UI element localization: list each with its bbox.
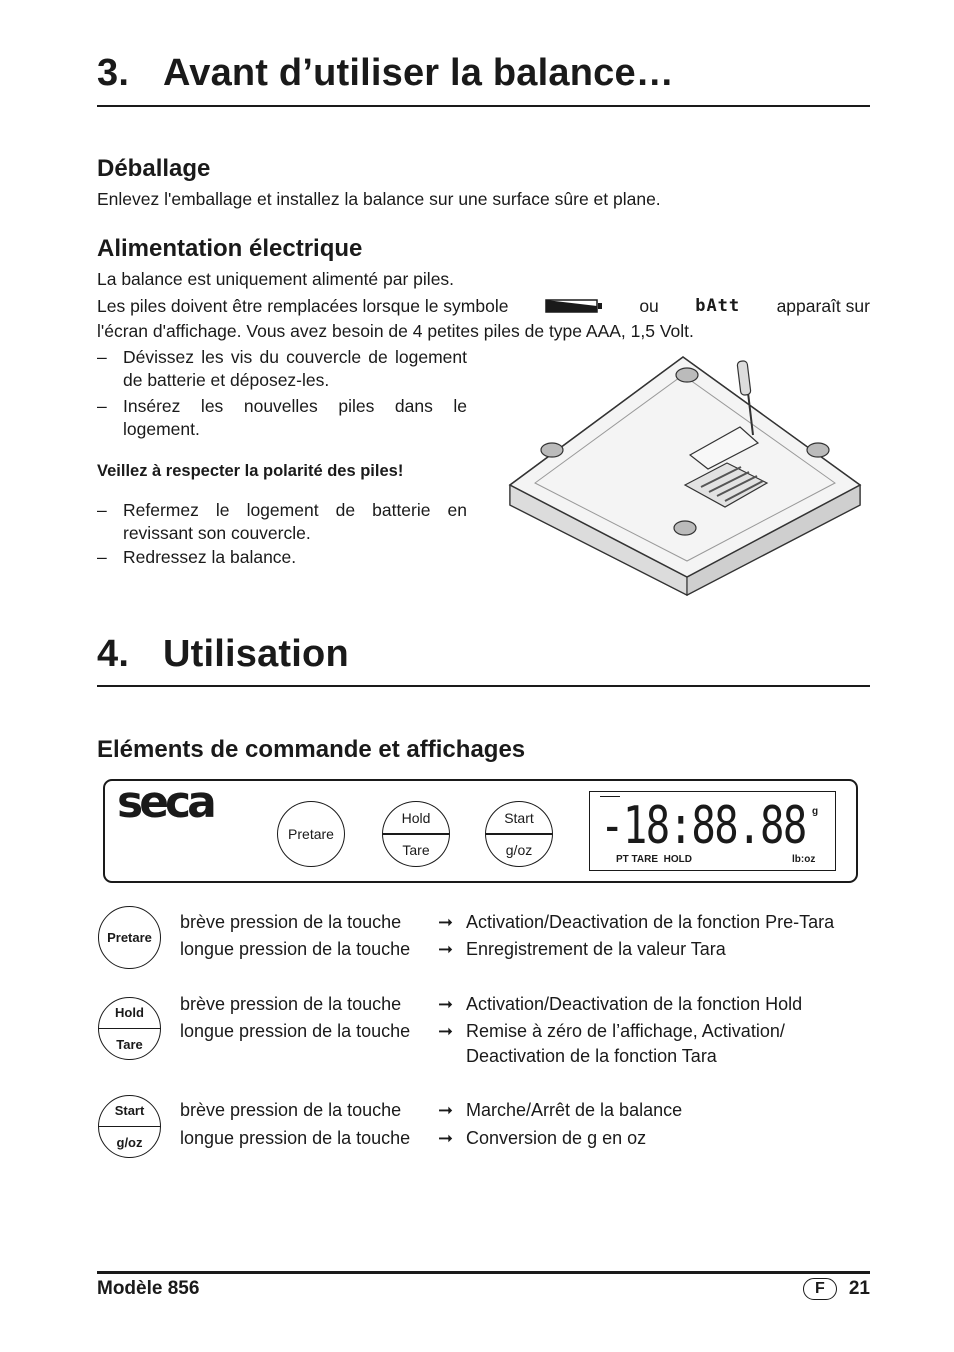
- arrow-right-icon: ➞: [438, 939, 454, 959]
- legend-key-label: Tare: [116, 1036, 143, 1052]
- arrow-right-icon: ➞: [438, 994, 454, 1014]
- lcd-display: [589, 791, 836, 871]
- step-close-text: Refermez le logement de batterie en revissant son couvercle.: [123, 500, 467, 543]
- section-title: Avant d’utiliser la balance…: [163, 52, 675, 94]
- legend-start-long: longue pression de la touche ➞ Conversion de g en oz: [180, 1125, 646, 1151]
- step-upright: – Redressez la balance.: [97, 546, 467, 569]
- goz-label: g/oz: [505, 842, 533, 859]
- unpacking-heading: Déballage: [97, 155, 211, 182]
- lcd-flags: PT TARE HOLD: [616, 854, 692, 865]
- heading-rule: [97, 105, 870, 107]
- polarity-warning: Veillez à respecter la polarité des piles!: [97, 462, 404, 480]
- arrow-right-icon: ➞: [438, 1021, 454, 1041]
- section-title: Utilisation: [163, 633, 349, 675]
- step-upright-text: Redressez la balance.: [123, 547, 297, 567]
- power-line-2b: ou: [639, 296, 659, 316]
- legend-hold-long: longue pression de la touche ➞ Remise à zéro de l’affichage, Activation/: [180, 1018, 785, 1044]
- section-3-heading: [97, 52, 870, 95]
- step-insert: – Insérez les nouvelles piles dans le logement.: [97, 396, 467, 439]
- legend-hold-long-cont: Deactivation de la fonction Tara: [466, 1046, 717, 1066]
- power-line-3: l'écran d'affichage. Vous avez besoin de 4 petites piles de type AAA, 1,5 Volt.: [97, 321, 694, 341]
- legend-hold-short: brève pression de la touche ➞ Activation/Deactivation de la fonction Hold: [180, 991, 802, 1017]
- footer-rule: [97, 1271, 870, 1274]
- power-line-2c: apparaît sur: [776, 296, 870, 316]
- page-info: [803, 1278, 870, 1300]
- step-unscrew-text: Dévissez les vis du couvercle de logement de batterie et déposez-les.: [123, 347, 467, 390]
- legend-pretare-long: longue pression de la touche ➞ Enregistrement de la valeur Tara: [180, 936, 726, 962]
- start-goz-key[interactable]: [485, 801, 553, 867]
- arrow-right-icon: ➞: [438, 912, 454, 932]
- lcd-lboz: lb:oz: [792, 854, 816, 865]
- section-number: 3.: [97, 52, 130, 94]
- legend-start-short: brève pression de la touche ➞ Marche/Arrêt de la balance: [180, 1097, 682, 1123]
- legend-key-label: Start: [114, 1103, 145, 1119]
- power-line-2: [97, 294, 870, 318]
- power-line-1: La balance est uniquement alimenté par piles.: [97, 269, 455, 289]
- heading-rule: [97, 685, 870, 687]
- hold-label: Hold: [401, 809, 431, 826]
- batt-lcd-symbol: bAtt: [695, 296, 741, 316]
- lcd-digits: -18:88.88: [600, 796, 806, 856]
- tare-label: Tare: [402, 842, 430, 859]
- legend-start-goz-key: [98, 1095, 161, 1158]
- scale-bottom-illustration: [505, 355, 867, 600]
- start-label: Start: [504, 809, 534, 826]
- step-unscrew: – Dévissez les vis du couvercle de logement de batterie et déposez-les.: [97, 347, 467, 390]
- section-4-heading: [97, 633, 870, 676]
- model-name: Modèle 856: [97, 1278, 200, 1299]
- language-badge: F: [803, 1278, 837, 1300]
- power-line-2a: Les piles doivent être remplacées lorsque le symbole: [97, 296, 509, 316]
- controls-heading: Eléments de commande et affichages: [97, 736, 526, 763]
- seca-logo: seca: [117, 777, 213, 828]
- legend-hold-tare-key: [98, 997, 161, 1060]
- power-heading: Alimentation électrique: [97, 235, 363, 262]
- lcd-unit-g: g: [812, 806, 819, 817]
- step-close: – Refermez le logement de batterie en revissant son couvercle.: [97, 500, 467, 543]
- page-number: 21: [848, 1278, 870, 1299]
- legend-key-label: g/oz: [116, 1134, 143, 1150]
- legend-pretare-key: [98, 906, 161, 969]
- hold-tare-key[interactable]: [382, 801, 450, 867]
- battery-symbol-icon: [545, 297, 603, 315]
- legend-key-label: Hold: [115, 1005, 144, 1021]
- unpacking-text: Enlevez l'emballage et installez la balance sur une surface sûre et plane.: [97, 189, 661, 209]
- pretare-key[interactable]: [277, 801, 345, 867]
- arrow-right-icon: ➞: [438, 1128, 454, 1148]
- arrow-right-icon: ➞: [438, 1100, 454, 1120]
- pretare-key-label: Pretare: [288, 826, 334, 842]
- legend-key-label: Pretare: [107, 930, 152, 945]
- section-number: 4.: [97, 633, 130, 675]
- legend-pretare-short: brève pression de la touche ➞ Activation/Deactivation de la fonction Pre-Tara: [180, 909, 834, 935]
- step-insert-text: Insérez les nouvelles piles dans le logement.: [123, 396, 467, 439]
